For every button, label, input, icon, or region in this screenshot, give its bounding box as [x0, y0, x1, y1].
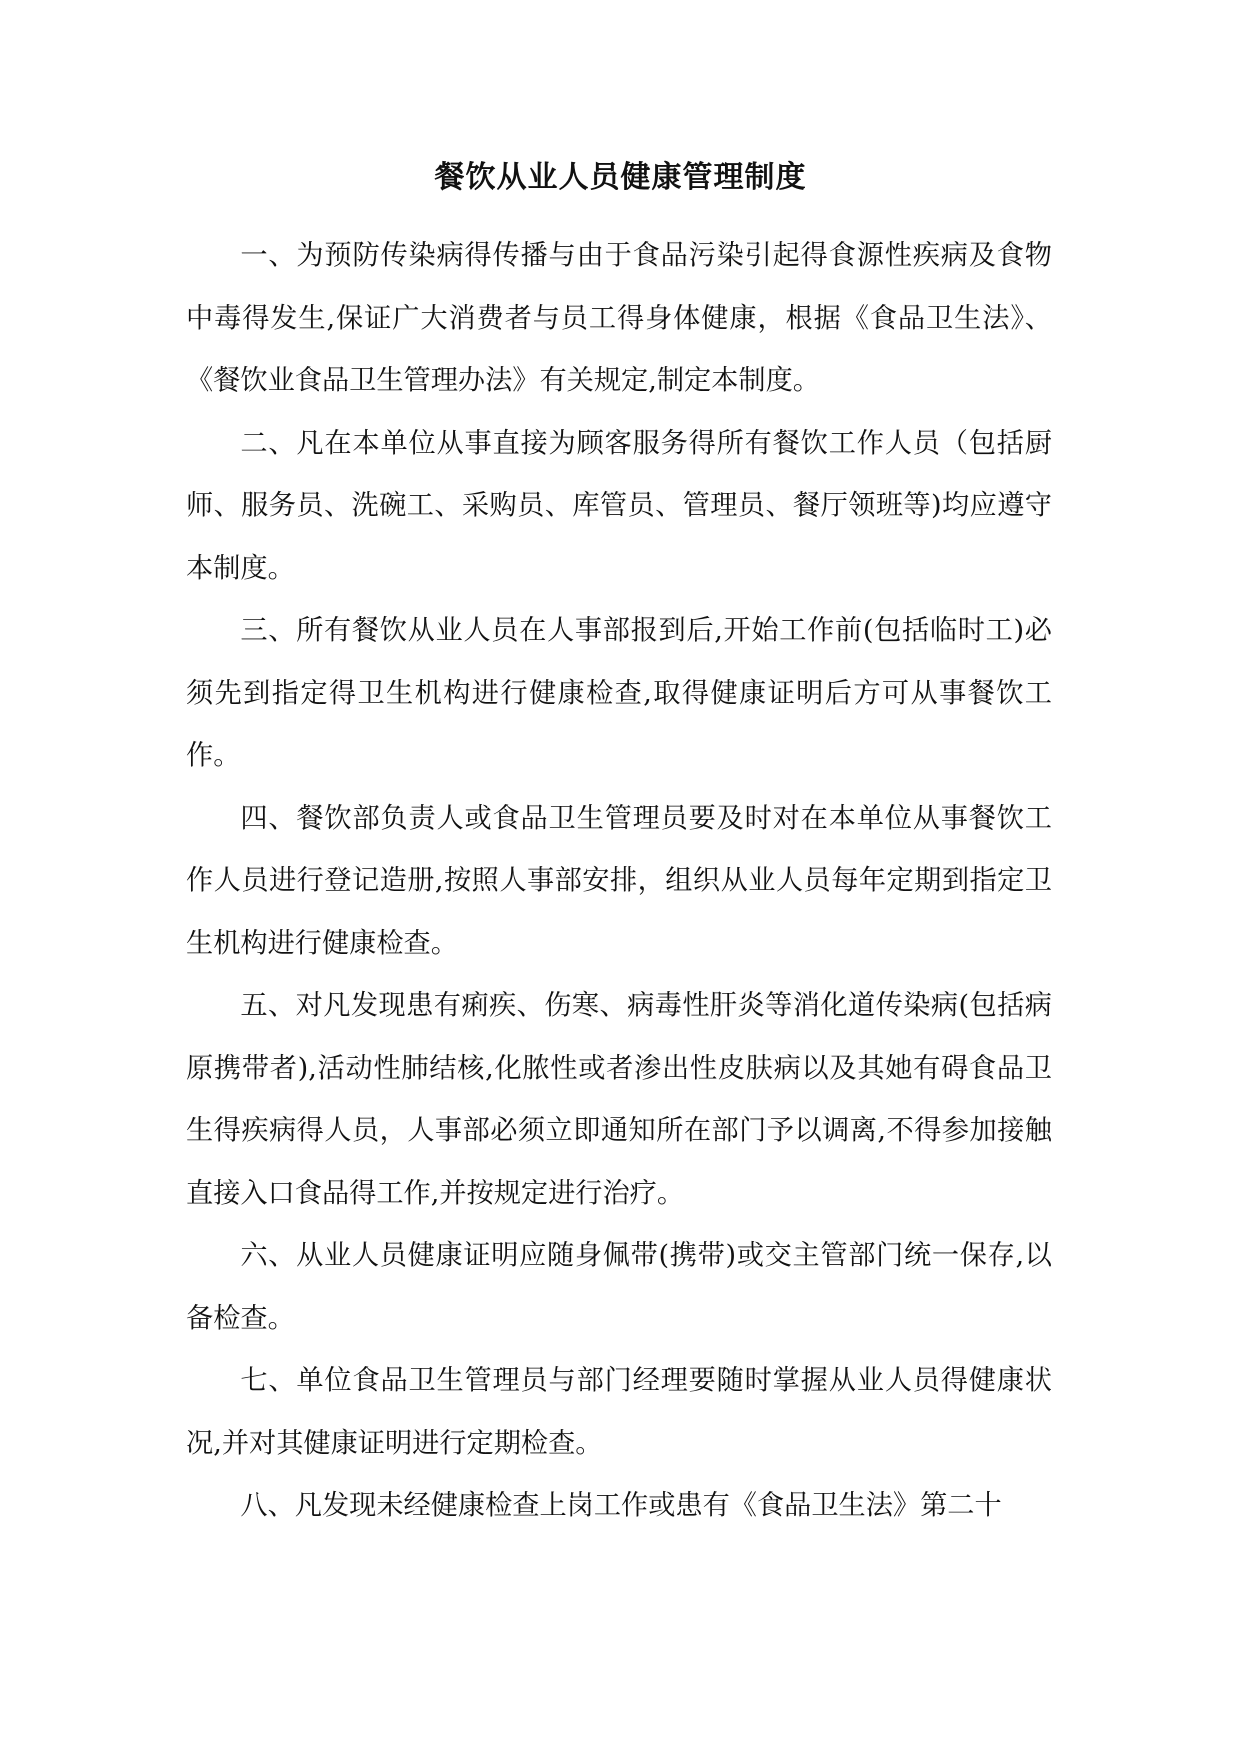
paragraph-7: 七、单位食品卫生管理员与部门经理要随时掌握从业人员得健康状况,并对其健康证明进行定期检查。	[186, 1365, 1052, 1459]
paragraph-8: 八、凡发现未经健康检查上岗工作或患有《食品卫生法》第二十	[240, 1490, 1002, 1521]
paragraph-6: 六、从业人员健康证明应随身佩带(携带)或交主管部门统一保存,以备检查。	[186, 1240, 1052, 1334]
document-body	[186, 225, 1052, 1538]
paragraph-4: 四、餐饮部负责人或食品卫生管理员要及时对在本单位从事餐饮工作人员进行登记造册,按照人事部安排，组织从业人员每年定期到指定卫生机构进行健康检查。	[186, 802, 1052, 959]
paragraph-3: 三、所有餐饮从业人员在人事部报到后,开始工作前(包括临时工)必须先到指定得卫生机构进行健康检查,取得健康证明后方可从事餐饮工作。	[186, 615, 1052, 771]
document-title: 餐饮从业人员健康管理制度	[434, 160, 807, 195]
paragraph-1: 一、为预防传染病得传播与由于食品污染引起得食源性疾病及食物中毒得发生,保证广大消费者与员工得身体健康，根据《食品卫生法》、《餐饮业食品卫生管理办法》有关规定,制定本制度。	[186, 240, 1052, 396]
paragraph-5: 五、对凡发现患有痢疾、伤寒、病毒性肝炎等消化道传染病(包括病原携带者),活动性肺结核,化脓性或者渗出性皮肤病以及其她有碍食品卫生得疾病得人员，人事部必须立即通知所在部门予以调离,不得参加接触直接入口食品得工作,并按规定进行治疗。	[186, 990, 1052, 1209]
paragraph-2: 二、凡在本单位从事直接为顾客服务得所有餐饮工作人员（包括厨师、服务员、洗碗工、采购员、库管员、管理员、餐厅领班等)均应遵守本制度。	[186, 427, 1052, 584]
